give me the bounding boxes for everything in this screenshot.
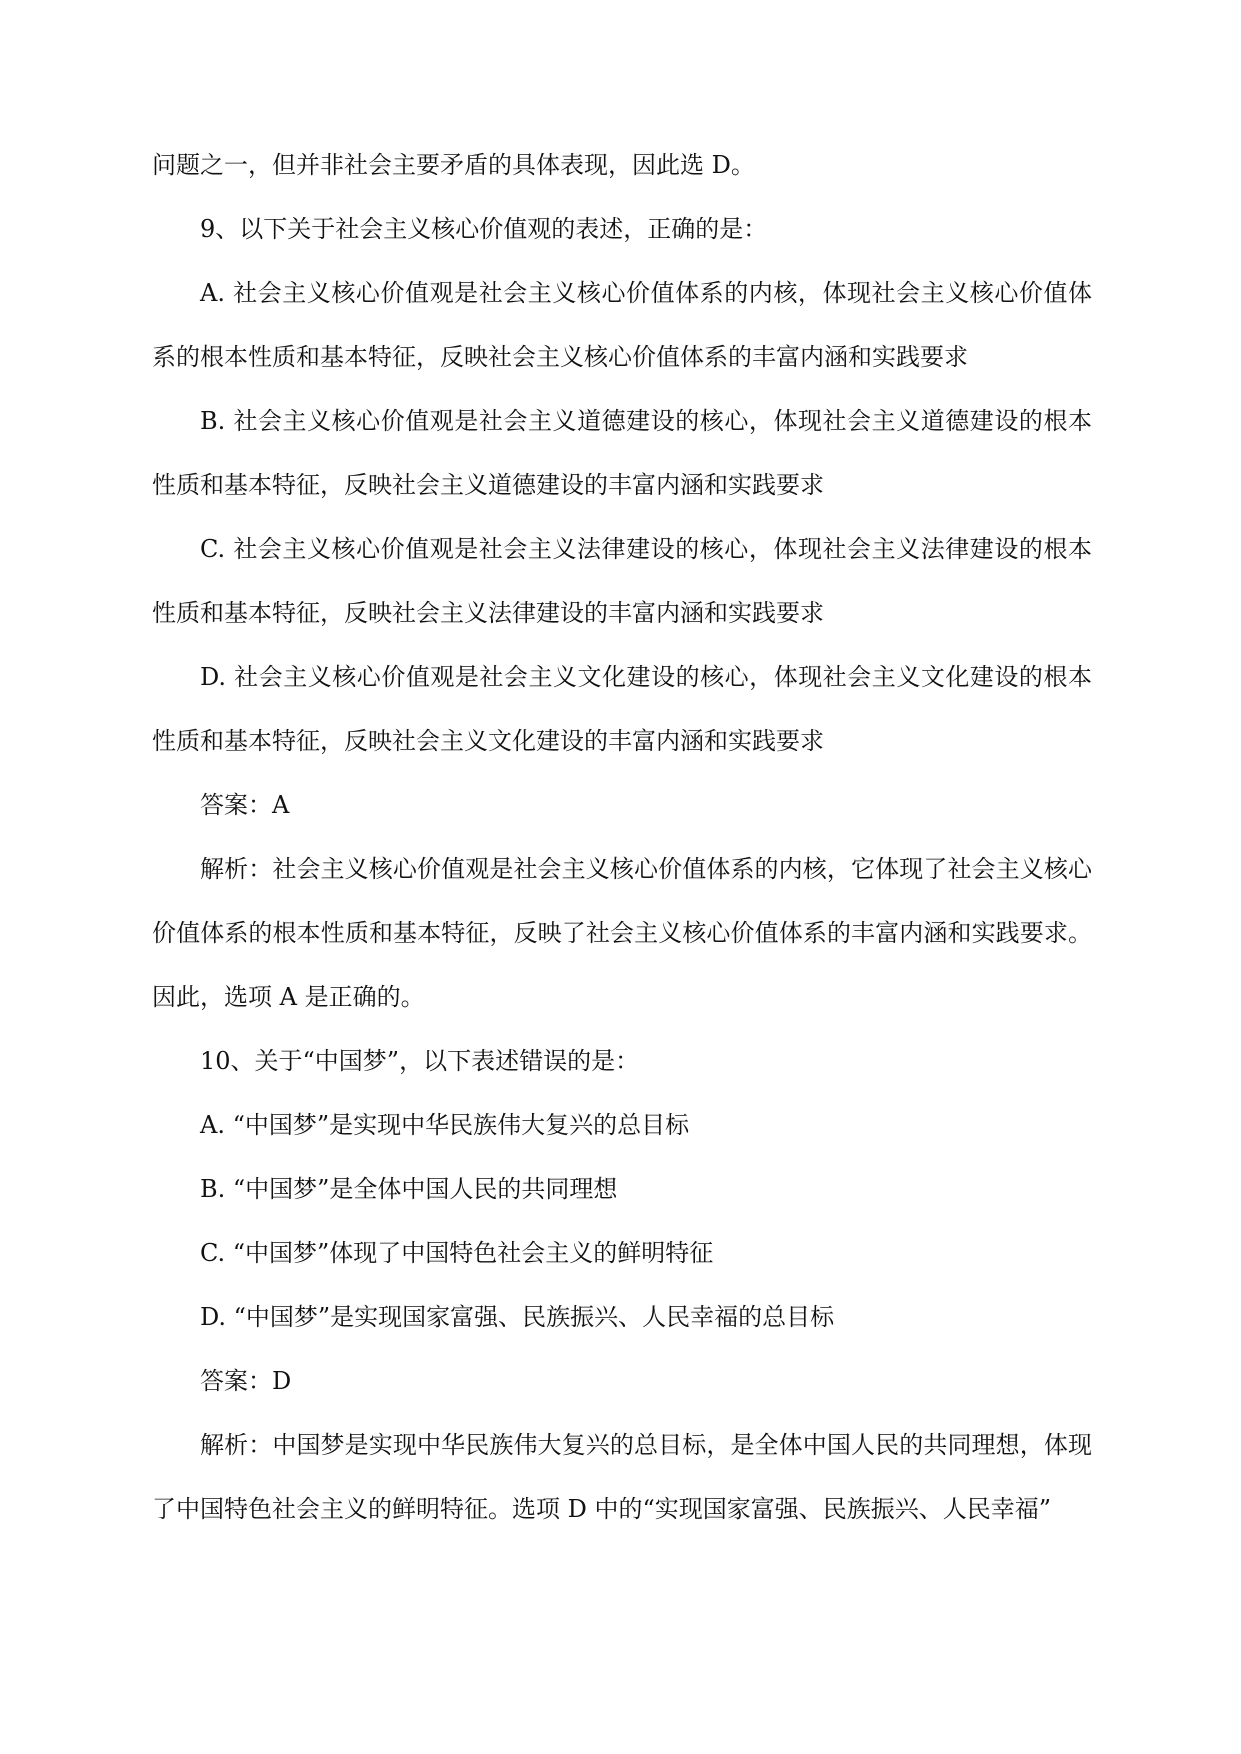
question-10-stem: 10、关于“中国梦”，以下表述错误的是： <box>200 1047 640 1075</box>
question-10-answer: 答案：D <box>200 1367 292 1395</box>
question-10-option-b: B. “中国梦”是全体中国人民的共同理想 <box>200 1175 618 1203</box>
question-10-option-a: A. “中国梦”是实现中华民族伟大复兴的总目标 <box>200 1111 690 1139</box>
question-9-option-b: B. 社会主义核心价值观是社会主义道德建设的核心，体现社会主义道德建设的根本性质和基本特征，反映社会主义道德建设的丰富内涵和实践要求 <box>152 407 1092 499</box>
question-9-option-c: C. 社会主义核心价值观是社会主义法律建设的核心，体现社会主义法律建设的根本性质和基本特征，反映社会主义法律建设的丰富内涵和实践要求 <box>152 535 1092 627</box>
question-9-option-d: D. 社会主义核心价值观是社会主义文化建设的核心，体现社会主义文化建设的根本性质和基本特征，反映社会主义文化建设的丰富内涵和实践要求 <box>152 663 1092 755</box>
question-10-option-c: C. “中国梦”体现了中国特色社会主义的鲜明特征 <box>200 1239 714 1267</box>
question-9-answer: 答案：A <box>200 791 290 819</box>
continuation-text: 问题之一，但并非社会主要矛盾的具体表现，因此选 D。 <box>152 151 755 179</box>
question-9-option-a: A. 社会主义核心价值观是社会主义核心价值体系的内核，体现社会主义核心价值体系的根本性质和基本特征，反映社会主义核心价值体系的丰富内涵和实践要求 <box>152 279 1092 371</box>
question-9-analysis: 解析：社会主义核心价值观是社会主义核心价值体系的内核，它体现了社会主义核心价值体系的根本性质和基本特征，反映了社会主义核心价值体系的丰富内涵和实践要求。因此，选项 A 是正确的。 <box>152 855 1092 1011</box>
question-9-stem: 9、以下关于社会主义核心价值观的表述，正确的是： <box>200 215 768 243</box>
question-10-option-d: D. “中国梦”是实现国家富强、民族振兴、人民幸福的总目标 <box>200 1303 835 1331</box>
question-10-analysis: 解析：中国梦是实现中华民族伟大复兴的总目标，是全体中国人民的共同理想，体现了中国特色社会主义的鲜明特征。选项 D 中的“实现国家富强、民族振兴、人民幸福” <box>152 1431 1092 1523</box>
